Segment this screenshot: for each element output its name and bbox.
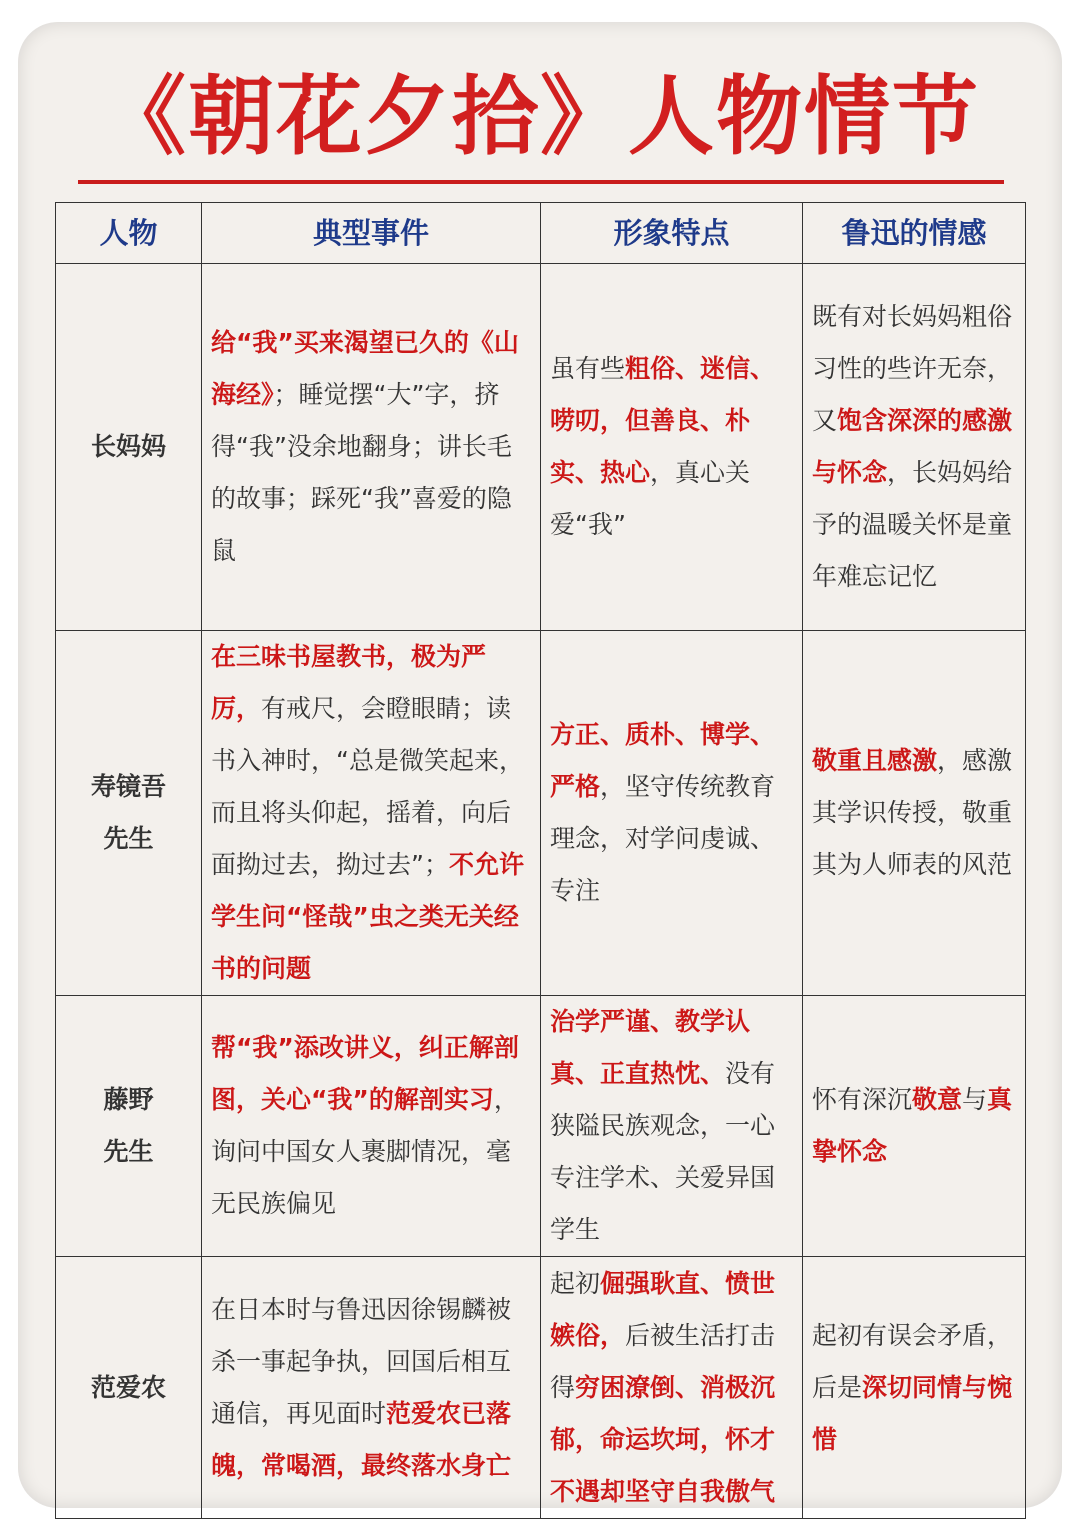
trait-text: 起初 [550, 1268, 601, 1298]
event-highlight: 给“我”买来渴望已久的《山海经》 [211, 328, 519, 409]
character-name: 范爱农 [56, 1257, 202, 1519]
emotion-highlight: 敬意 [912, 1085, 963, 1114]
page-title: 《朝花夕拾》人物情节 [100, 67, 980, 167]
events-cell [202, 631, 541, 996]
header-events: 典型事件 [202, 203, 541, 264]
events-cell [202, 264, 541, 631]
emotion-text: ，感激其学识传授，敬重其为人师表的风范 [812, 746, 1013, 879]
event-text: ；睡觉摆“大”字，挤得“我”没余地翻身；讲长毛的故事；踩死“我”喜爱的隐鼠 [211, 380, 512, 565]
trait-text: 虽有些 [550, 354, 626, 383]
character-name-text: 寿镜吾先生 [90, 772, 166, 853]
trait-highlight: 粗俗、迷信、唠叨，但善良、朴实、热心 [550, 354, 776, 487]
trait-highlight: 穷困潦倒、消极沉郁，命运坎坷，怀才不遇却坚守自我傲气 [550, 1372, 776, 1506]
emotion-text: 与 [962, 1085, 988, 1114]
event-text: ，询问中国女人裹脚情况，毫无民族偏见 [211, 1085, 519, 1218]
table-row [56, 996, 1026, 1257]
traits-cell [541, 631, 803, 996]
header-traits: 形象特点 [541, 203, 803, 264]
character-name [56, 996, 202, 1257]
event-highlight: 不允许学生问“怪哉”虫之类无关经书的问题 [211, 850, 524, 983]
event-text: 在日本时与鲁迅因徐锡麟被杀一事起争执，回国后相互通信，再见面时 [211, 1294, 512, 1428]
trait-highlight: 方正、质朴、博学、严格 [550, 720, 776, 801]
events-cell [202, 1257, 541, 1519]
emotion-text: 起初有误会矛盾，后是 [812, 1320, 1013, 1402]
traits-cell [541, 264, 803, 631]
emotion-cell [803, 1257, 1026, 1519]
header-emotion: 鲁迅的情感 [803, 203, 1026, 264]
event-text: 有戒尺，会瞪眼睛；读书入神时，“总是微笑起来，而且将头仰起，摇着，向后面拗过去，拗过去”； [211, 694, 524, 879]
character-table [55, 202, 1026, 1519]
table-row [56, 264, 1026, 631]
emotion-text: 既有对长妈妈粗俗习性的些许无奈，又 [812, 302, 1013, 435]
emotion-highlight: 真挚怀念 [812, 1085, 1013, 1166]
character-name-text: 藤野先生 [103, 1085, 154, 1166]
emotion-highlight: 深切同情与惋惜 [812, 1372, 1013, 1454]
trait-text: 后被生活打击得 [550, 1320, 776, 1402]
event-highlight: 范爱农已落魄，常喝酒，最终落水身亡 [211, 1398, 512, 1480]
emotion-highlight: 敬重且感激 [812, 746, 938, 775]
trait-text: ，真心关爱“我” [550, 458, 751, 539]
table-row [56, 631, 1026, 996]
table-header-row [56, 203, 1026, 264]
emotion-text: ，长妈妈给予的温暖关怀是童年难忘记忆 [812, 458, 1013, 591]
emotion-highlight: 饱含深深的感激与怀念 [812, 406, 1013, 487]
table-row [56, 1257, 1026, 1519]
emotion-cell [803, 264, 1026, 631]
trait-text: 没有狭隘民族观念，一心专注学术、关爱异国学生 [550, 1059, 776, 1244]
character-name: 长妈妈 [56, 264, 202, 631]
event-highlight: 帮“我”添改讲义，纠正解剖图，关心“我”的解剖实习 [211, 1033, 519, 1114]
emotion-cell [803, 996, 1026, 1257]
trait-text: ，坚守传统教育理念，对学问虔诚、专注 [550, 772, 776, 905]
trait-highlight: 倔强耿直、愤世嫉俗， [550, 1268, 776, 1350]
emotion-cell [803, 631, 1026, 996]
emotion-text: 怀有深沉 [812, 1085, 913, 1114]
character-name [56, 631, 202, 996]
event-highlight: 在三味书屋教书，极为严厉， [211, 642, 487, 723]
trait-highlight: 治学严谨、教学认真、正直热忱、 [550, 1007, 751, 1088]
title-underline [78, 180, 1004, 184]
traits-cell [541, 996, 803, 1257]
traits-cell [541, 1257, 803, 1519]
header-character: 人物 [56, 203, 202, 264]
events-cell [202, 996, 541, 1257]
